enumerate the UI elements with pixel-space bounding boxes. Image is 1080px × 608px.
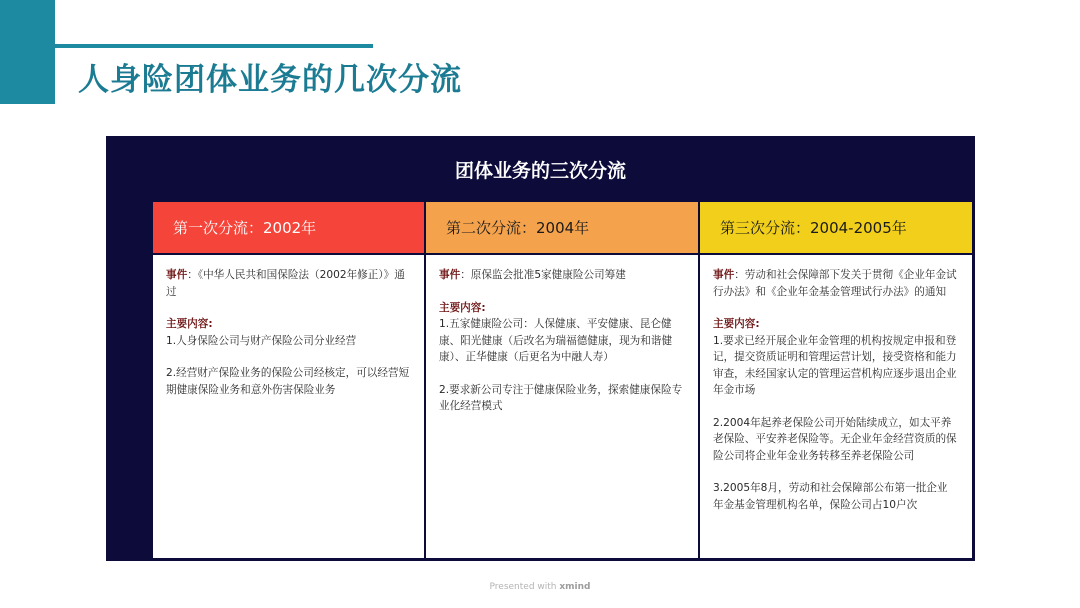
content-label: 主要内容: bbox=[166, 318, 213, 330]
column-body-first bbox=[153, 255, 424, 558]
event-label: 事件 bbox=[713, 269, 735, 281]
content-item: 2.2004年起养老保险公司开始陆续成立，如太平养老保险、平安养老保险等。无企业年金经营资质的保险公司将企业年金业务转移至养老保险公司 bbox=[713, 416, 957, 462]
column-heading-second: 第二次分流：2004年 bbox=[426, 202, 698, 253]
xmind-logo: xmind bbox=[559, 582, 591, 592]
diversion-table bbox=[106, 136, 975, 561]
event-label: 事件 bbox=[439, 269, 461, 281]
column-heading-third: 第三次分流：2004-2005年 bbox=[700, 202, 972, 253]
event-value: ：劳动和社会保障部下发关于贯彻《企业年金试行办法》和《企业年金基金管理试行办法》的通知 bbox=[713, 269, 957, 298]
title-accent-line bbox=[55, 44, 373, 48]
event-text bbox=[713, 267, 958, 300]
presented-with-footer bbox=[0, 582, 1080, 592]
content-item: 3.2005年8月，劳动和社会保障部公布第一批企业年金基金管理机构名单，保险公司占10户次 bbox=[713, 482, 948, 511]
column-heading-first: 第一次分流：2002年 bbox=[153, 202, 424, 253]
event-text bbox=[166, 267, 410, 300]
event-label: 事件 bbox=[166, 269, 188, 281]
content-label: 主要内容: bbox=[713, 318, 760, 330]
column-body-second bbox=[426, 255, 698, 558]
event-value: ：原保监会批准5家健康险公司筹建 bbox=[460, 269, 626, 281]
column-body-third bbox=[700, 255, 972, 558]
content-item: 2.要求新公司专注于健康保险业务，探索健康保险专业化经营模式 bbox=[439, 383, 683, 412]
content-item: 1.要求已经开展企业年金管理的机构按规定申报和登记，提交资质证明和管理运营计划，接受资格和能力审查，未经国家认定的管理运营机构应逐步退出企业年金市场 bbox=[713, 334, 957, 396]
slide-title: 人身险团体业务的几次分流 bbox=[78, 62, 462, 98]
content-item: 1.人身保险公司与财产保险公司分业经营 bbox=[166, 334, 357, 347]
content-item: 1.五家健康险公司：人保健康、平安健康、昆仑健康、阳光健康（后改名为瑞福德健康，现为和谐健康）、正华健康（后更名为中融人寿） bbox=[439, 318, 673, 363]
footer-text: Presented with bbox=[489, 582, 560, 592]
content-label: 主要内容: bbox=[439, 301, 486, 314]
event-text bbox=[439, 267, 684, 284]
event-value: ：《中华人民共和国保险法（2002年修正）》通过 bbox=[166, 269, 405, 298]
title-accent-block bbox=[0, 0, 55, 104]
content-item: 2.经营财产保险业务的保险公司经核定，可以经营短期健康保险业务和意外伤害保险业务 bbox=[166, 367, 410, 396]
table-header: 团体业务的三次分流 bbox=[454, 159, 626, 182]
